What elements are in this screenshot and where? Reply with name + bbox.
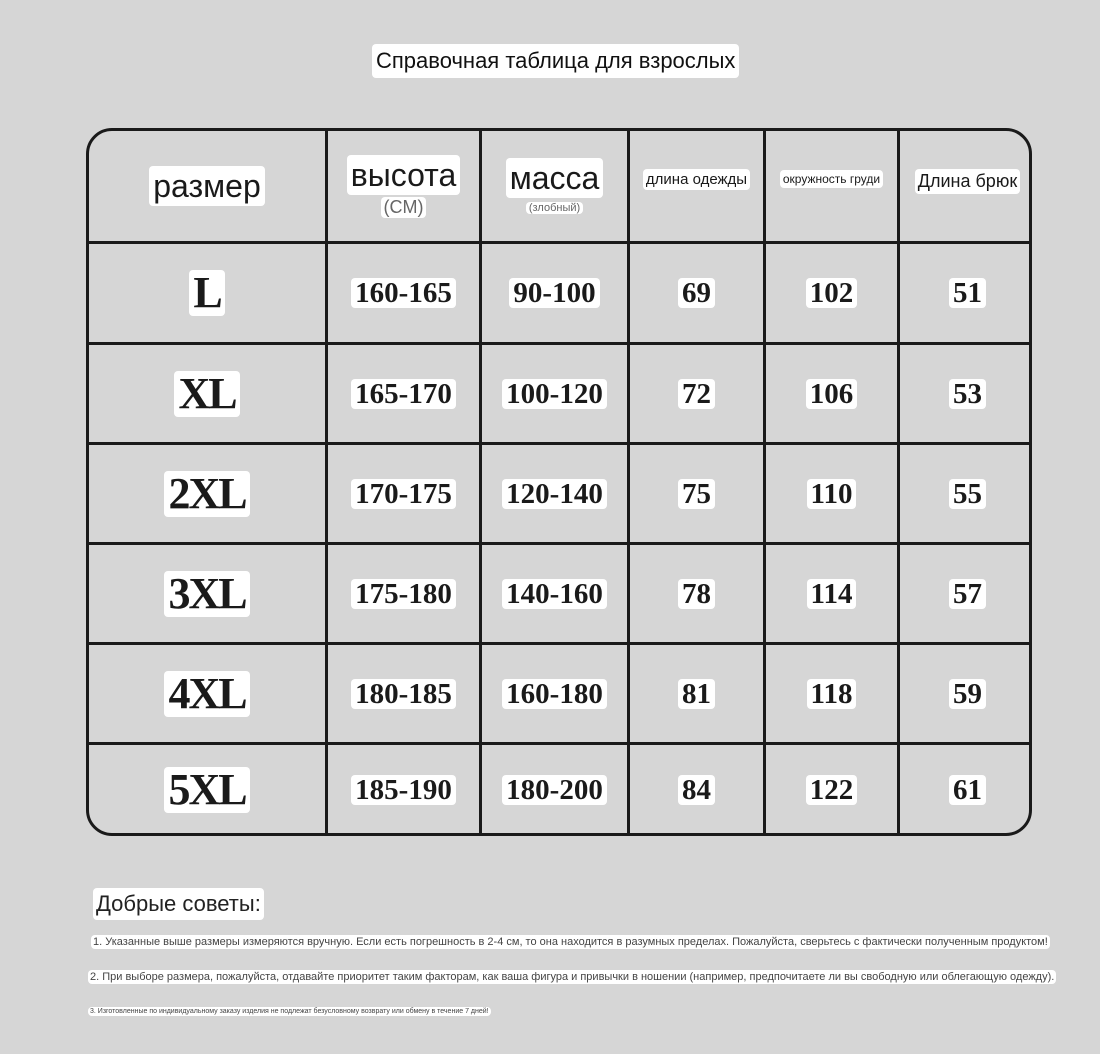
height-value: 175-180 [351, 579, 456, 609]
header-size [89, 131, 325, 241]
cell-size [89, 645, 325, 743]
size-value: 2XL [164, 471, 249, 517]
pants-length-value: 51 [949, 278, 986, 308]
header-size-label: размер [149, 166, 265, 206]
chest-value: 106 [806, 379, 858, 409]
cell-height [328, 445, 479, 543]
pants-length-value: 57 [949, 579, 986, 609]
weight-value: 120-140 [502, 479, 607, 509]
cell-clothing-length [630, 244, 763, 342]
height-value: 165-170 [351, 379, 456, 409]
cell-height [328, 645, 479, 743]
cell-weight [482, 244, 627, 342]
weight-value: 100-120 [502, 379, 607, 409]
header-chest-label: окружность груди [780, 170, 883, 188]
size-value: 5XL [164, 767, 249, 813]
cell-chest [766, 645, 897, 743]
size-chart-table [86, 128, 1032, 836]
cell-pants-length [900, 345, 1032, 443]
pants-length-value: 53 [949, 379, 986, 409]
cell-chest [766, 345, 897, 443]
pants-length-value: 59 [949, 679, 986, 709]
tip-item: 3. Изготовленные по индивидуальному заказу изделия не подлежат безусловному возврату или обмену в течение 7 дней! [90, 1008, 489, 1015]
tips-title: Добрые советы: [93, 888, 264, 920]
chest-value: 122 [806, 775, 858, 805]
cell-weight [482, 745, 627, 835]
header-height-label: высота [347, 155, 461, 195]
height-value: 170-175 [351, 479, 456, 509]
cell-height [328, 345, 479, 443]
cell-chest [766, 445, 897, 543]
cell-clothing-length [630, 445, 763, 543]
header-weight-unit: (злобный) [526, 202, 583, 214]
cell-pants-length [900, 645, 1032, 743]
clothing-length-value: 84 [678, 775, 715, 805]
cell-clothing-length [630, 645, 763, 743]
chest-value: 118 [807, 679, 857, 709]
header-weight [482, 131, 627, 241]
cell-pants-length [900, 244, 1032, 342]
cell-weight [482, 545, 627, 643]
cell-pants-length [900, 745, 1032, 835]
cell-weight [482, 445, 627, 543]
size-value: XL [174, 371, 239, 417]
cell-chest [766, 244, 897, 342]
pants-length-value: 55 [949, 479, 986, 509]
cell-weight [482, 645, 627, 743]
weight-value: 140-160 [502, 579, 607, 609]
weight-value: 160-180 [502, 679, 607, 709]
clothing-length-value: 72 [678, 379, 715, 409]
size-value: L [189, 270, 224, 316]
header-height [328, 131, 479, 241]
clothing-length-value: 78 [678, 579, 715, 609]
cell-size [89, 445, 325, 543]
header-clothing-length [630, 131, 763, 227]
clothing-length-value: 81 [678, 679, 715, 709]
tip-item: 1. Указанные выше размеры измеряются вручную. Если есть погрешность в 2-4 см, то она находится в разумных пределах. Пожалуйста, сверьтесь с фактически полученным продуктом! [93, 936, 1048, 948]
cell-clothing-length [630, 745, 763, 835]
cell-chest [766, 545, 897, 643]
pants-length-value: 61 [949, 775, 986, 805]
cell-chest [766, 745, 897, 835]
header-height-unit: (CM) [381, 197, 427, 218]
weight-value: 90-100 [509, 278, 599, 308]
chest-value: 110 [807, 479, 857, 509]
cell-weight [482, 345, 627, 443]
header-pants-length-label: Длина брюк [915, 169, 1020, 194]
size-value: 3XL [164, 571, 249, 617]
header-weight-label: масса [506, 158, 604, 198]
cell-pants-length [900, 545, 1032, 643]
height-value: 180-185 [351, 679, 456, 709]
cell-size [89, 345, 325, 443]
cell-size [89, 545, 325, 643]
cell-clothing-length [630, 345, 763, 443]
header-chest [766, 131, 897, 227]
chest-value: 102 [806, 278, 858, 308]
clothing-length-value: 69 [678, 278, 715, 308]
cell-size [89, 745, 325, 835]
tip-item: 2. При выборе размера, пожалуйста, отдавайте приоритет таким факторам, как ваша фигура и привычки в ношении (например, предпочитаете ли вы свободную или облегающую одежду). [90, 971, 1055, 983]
cell-height [328, 244, 479, 342]
cell-clothing-length [630, 545, 763, 643]
size-value: 4XL [164, 671, 249, 717]
chest-value: 114 [807, 579, 857, 609]
cell-height [328, 545, 479, 643]
weight-value: 180-200 [502, 775, 607, 805]
clothing-length-value: 75 [678, 479, 715, 509]
page-title: Справочная таблица для взрослых [372, 44, 739, 78]
cell-height [328, 745, 479, 835]
cell-pants-length [900, 445, 1032, 543]
height-value: 160-165 [351, 278, 456, 308]
header-clothing-length-label: длина одежды [643, 169, 750, 190]
height-value: 185-190 [351, 775, 456, 805]
cell-size [89, 244, 325, 342]
header-pants-length [900, 131, 1032, 231]
